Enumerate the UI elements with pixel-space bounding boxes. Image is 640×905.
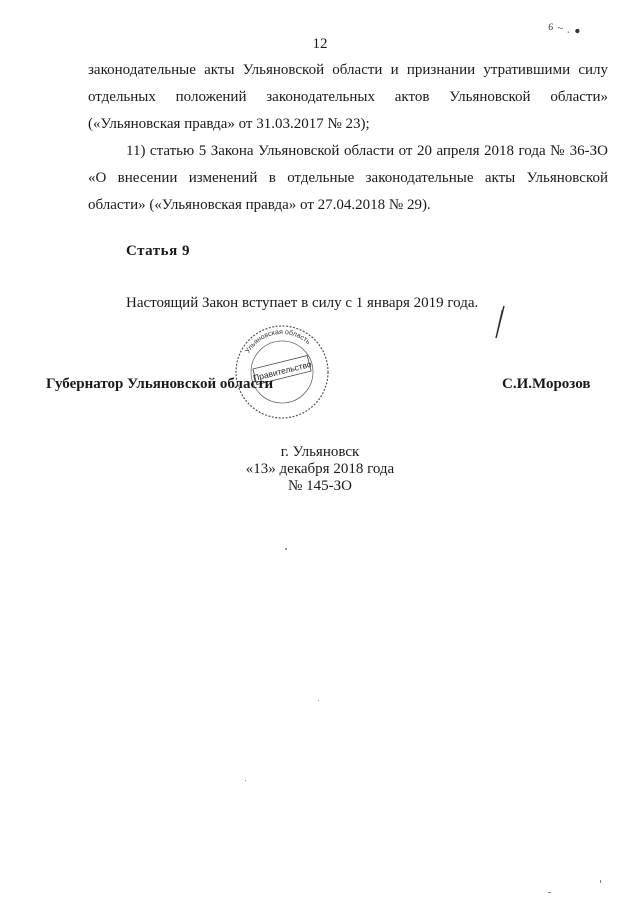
seal-center-text: Правительство [252, 358, 313, 384]
footer-date: «13» декабря 2018 года [245, 461, 395, 477]
signature-stroke-icon [482, 302, 522, 342]
scan-speck [245, 780, 246, 781]
page-number: 12 [312, 36, 328, 52]
governor-name: С.И.Морозов [502, 376, 591, 392]
governor-title: Губернатор Ульяновской области [46, 376, 274, 392]
scan-speck [600, 880, 601, 883]
corner-handwritten-mark: 6 ~ . ● [547, 21, 583, 38]
scan-speck [318, 700, 319, 701]
footer-number: № 145-ЗО [288, 478, 352, 494]
scan-speck [548, 892, 551, 893]
paragraph-item-11: 11) статью 5 Закона Ульяновской области от 20 апреля 2018 года № 36-ЗО «О внесении изменений в отдельные законодательные акты Ульяновской области» («Ульяновская правда» от 27.04.2018 № 29). [88, 143, 608, 213]
official-seal [232, 322, 332, 422]
footer-city: г. Ульяновск [280, 444, 360, 460]
paragraph-continuation: законодательные акты Ульяновской области и признании утратившими силу отдельных положений законодательных актов Ульяновской области» («Ульяновская правда» от 31.03.2017 № 23); [88, 62, 608, 132]
article-heading: Статья 9 [126, 243, 190, 259]
seal-ring-text: Ульяновская область [244, 328, 312, 355]
scan-speck [285, 548, 287, 550]
footer-block [0, 444, 640, 495]
article-text: Настоящий Закон вступает в силу с 1 января 2019 года. [126, 295, 479, 311]
